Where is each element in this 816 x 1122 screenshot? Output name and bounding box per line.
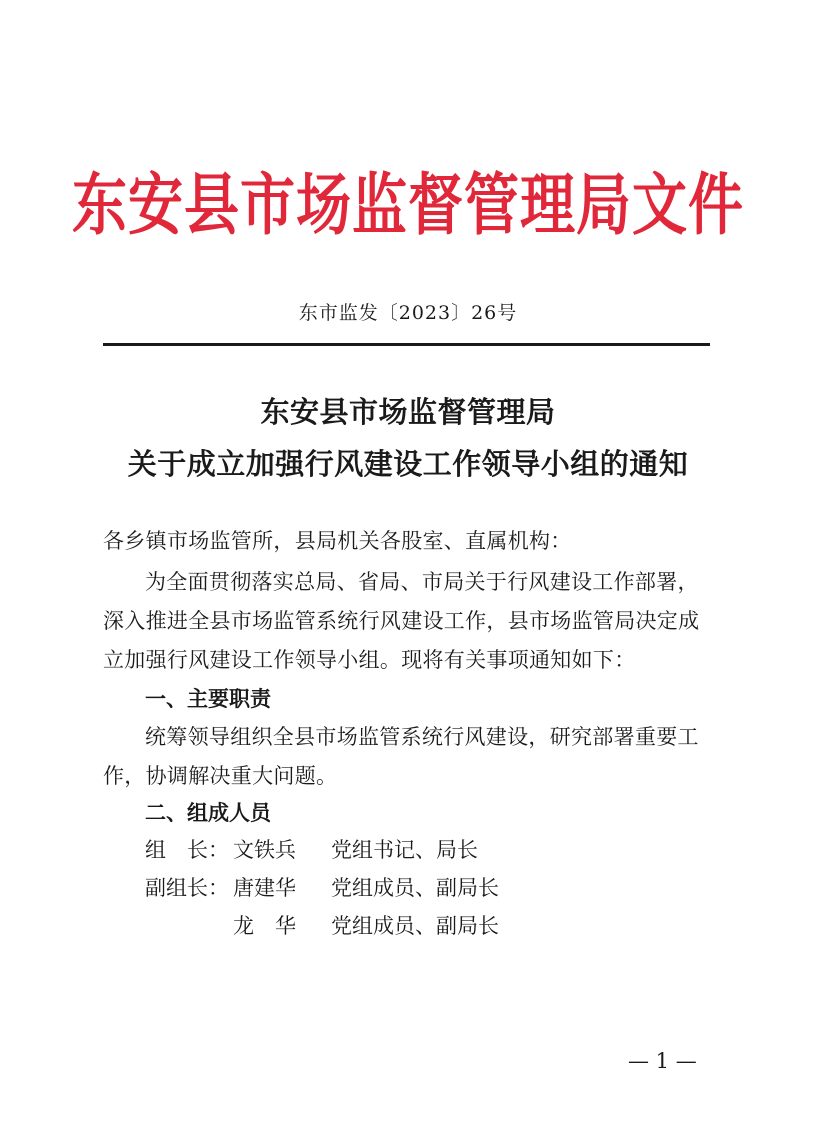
member-position: 党组成员、副局长 [331, 876, 499, 900]
document-number: 东市监发〔2023〕26号 [298, 302, 518, 324]
intro-paragraph-line: 为全面贯彻落实总局、省局、市局关于行风建设工作部署， [145, 570, 699, 594]
issuing-authority-header: 东安县市场监督管理局文件 [71, 164, 744, 244]
intro-paragraph-line: 立加强行风建设工作领导小组。现将有关事项通知如下： [103, 648, 636, 672]
document-title-line-2: 关于成立加强行风建设工作领导小组的通知 [127, 447, 689, 481]
duties-paragraph-line: 作，协调解决重大问题。 [103, 764, 338, 788]
section-heading-duties: 一、主要职责 [145, 686, 271, 711]
header-separator-rule [103, 343, 710, 346]
section-heading-members: 二、组成人员 [145, 800, 271, 825]
duties-paragraph-line: 统筹领导组织全县市场监管系统行风建设，研究部署重要工 [145, 725, 699, 749]
member-name: 文铁兵 [233, 838, 296, 862]
member-position: 党组成员、副局长 [331, 914, 499, 938]
page-number: — 1 — [628, 1049, 697, 1073]
member-name: 唐建华 [233, 876, 296, 900]
member-role: 副组长： [145, 876, 229, 900]
member-name: 龙 华 [233, 914, 296, 938]
intro-paragraph-line: 深入推进全县市场监管系统行风建设工作，县市场监管局决定成 [103, 609, 700, 633]
document-title-line-1: 东安县市场监督管理局 [260, 395, 556, 429]
member-position: 党组书记、局长 [331, 838, 478, 862]
member-role: 组 长： [145, 838, 229, 862]
salutation: 各乡镇市场监管所，县局机关各股室、直属机构： [103, 529, 572, 553]
